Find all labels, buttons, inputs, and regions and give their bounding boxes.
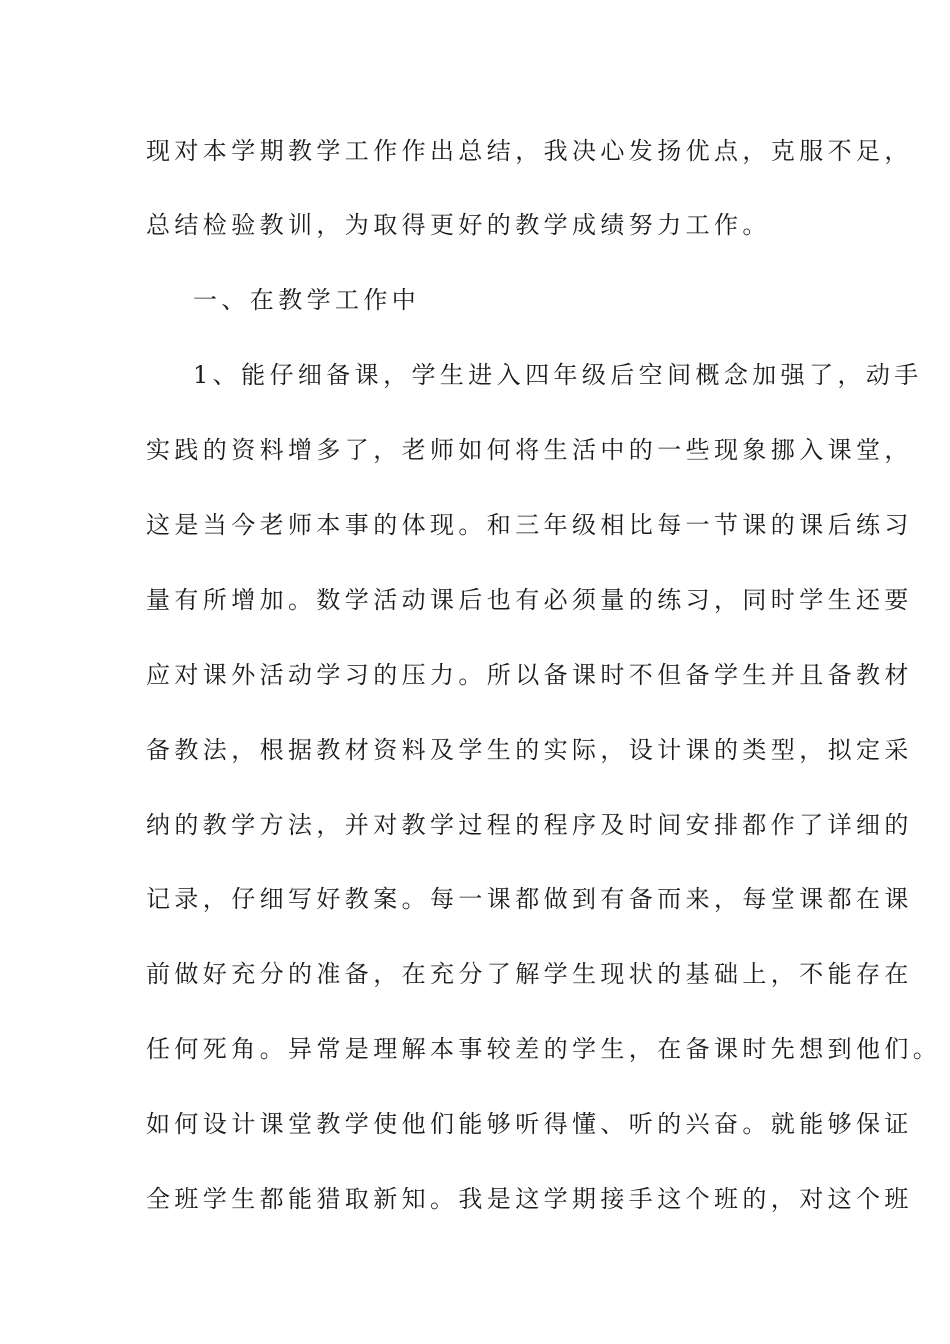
text-line: 如何设计课堂教学使他们能够听得懂、听的兴奋。就能够保证 (146, 1110, 913, 1138)
text-line: 备教法，根据教材资料及学生的实际，设计课的类型，拟定采 (146, 736, 913, 764)
text-line: 前做好充分的准备，在充分了解学生现状的基础上，不能存在 (146, 960, 913, 988)
text-line: 纳的教学方法，并对教学过程的程序及时间安排都作了详细的 (146, 811, 913, 839)
text-line: 这是当今老师本事的体现。和三年级相比每一节课的课后练习 (146, 511, 913, 539)
text-line: 应对课外活动学习的压力。所以备课时不但备学生并且备教材 (146, 661, 913, 689)
text-line: 任何死角。异常是理解本事较差的学生，在备课时先想到他们。 (146, 1035, 942, 1063)
text-line: 总结检验教训，为取得更好的教学成绩努力工作。 (146, 211, 771, 239)
text-line: 1、能仔细备课，学生进入四年级后空间概念加强了，动手 (193, 361, 923, 389)
text-line: 全班学生都能猎取新知。我是这学期接手这个班的，对这个班 (146, 1185, 913, 1213)
section-heading: 一、在教学工作中 (193, 286, 421, 314)
text-line: 现对本学期教学工作作出总结，我决心发扬优点，克服不足， (146, 137, 913, 165)
text-line: 量有所增加。数学活动课后也有必须量的练习，同时学生还要 (146, 586, 913, 614)
text-line: 实践的资料增多了，老师如何将生活中的一些现象挪入课堂， (146, 436, 913, 464)
text-line: 记录，仔细写好教案。每一课都做到有备而来，每堂课都在课 (146, 885, 913, 913)
